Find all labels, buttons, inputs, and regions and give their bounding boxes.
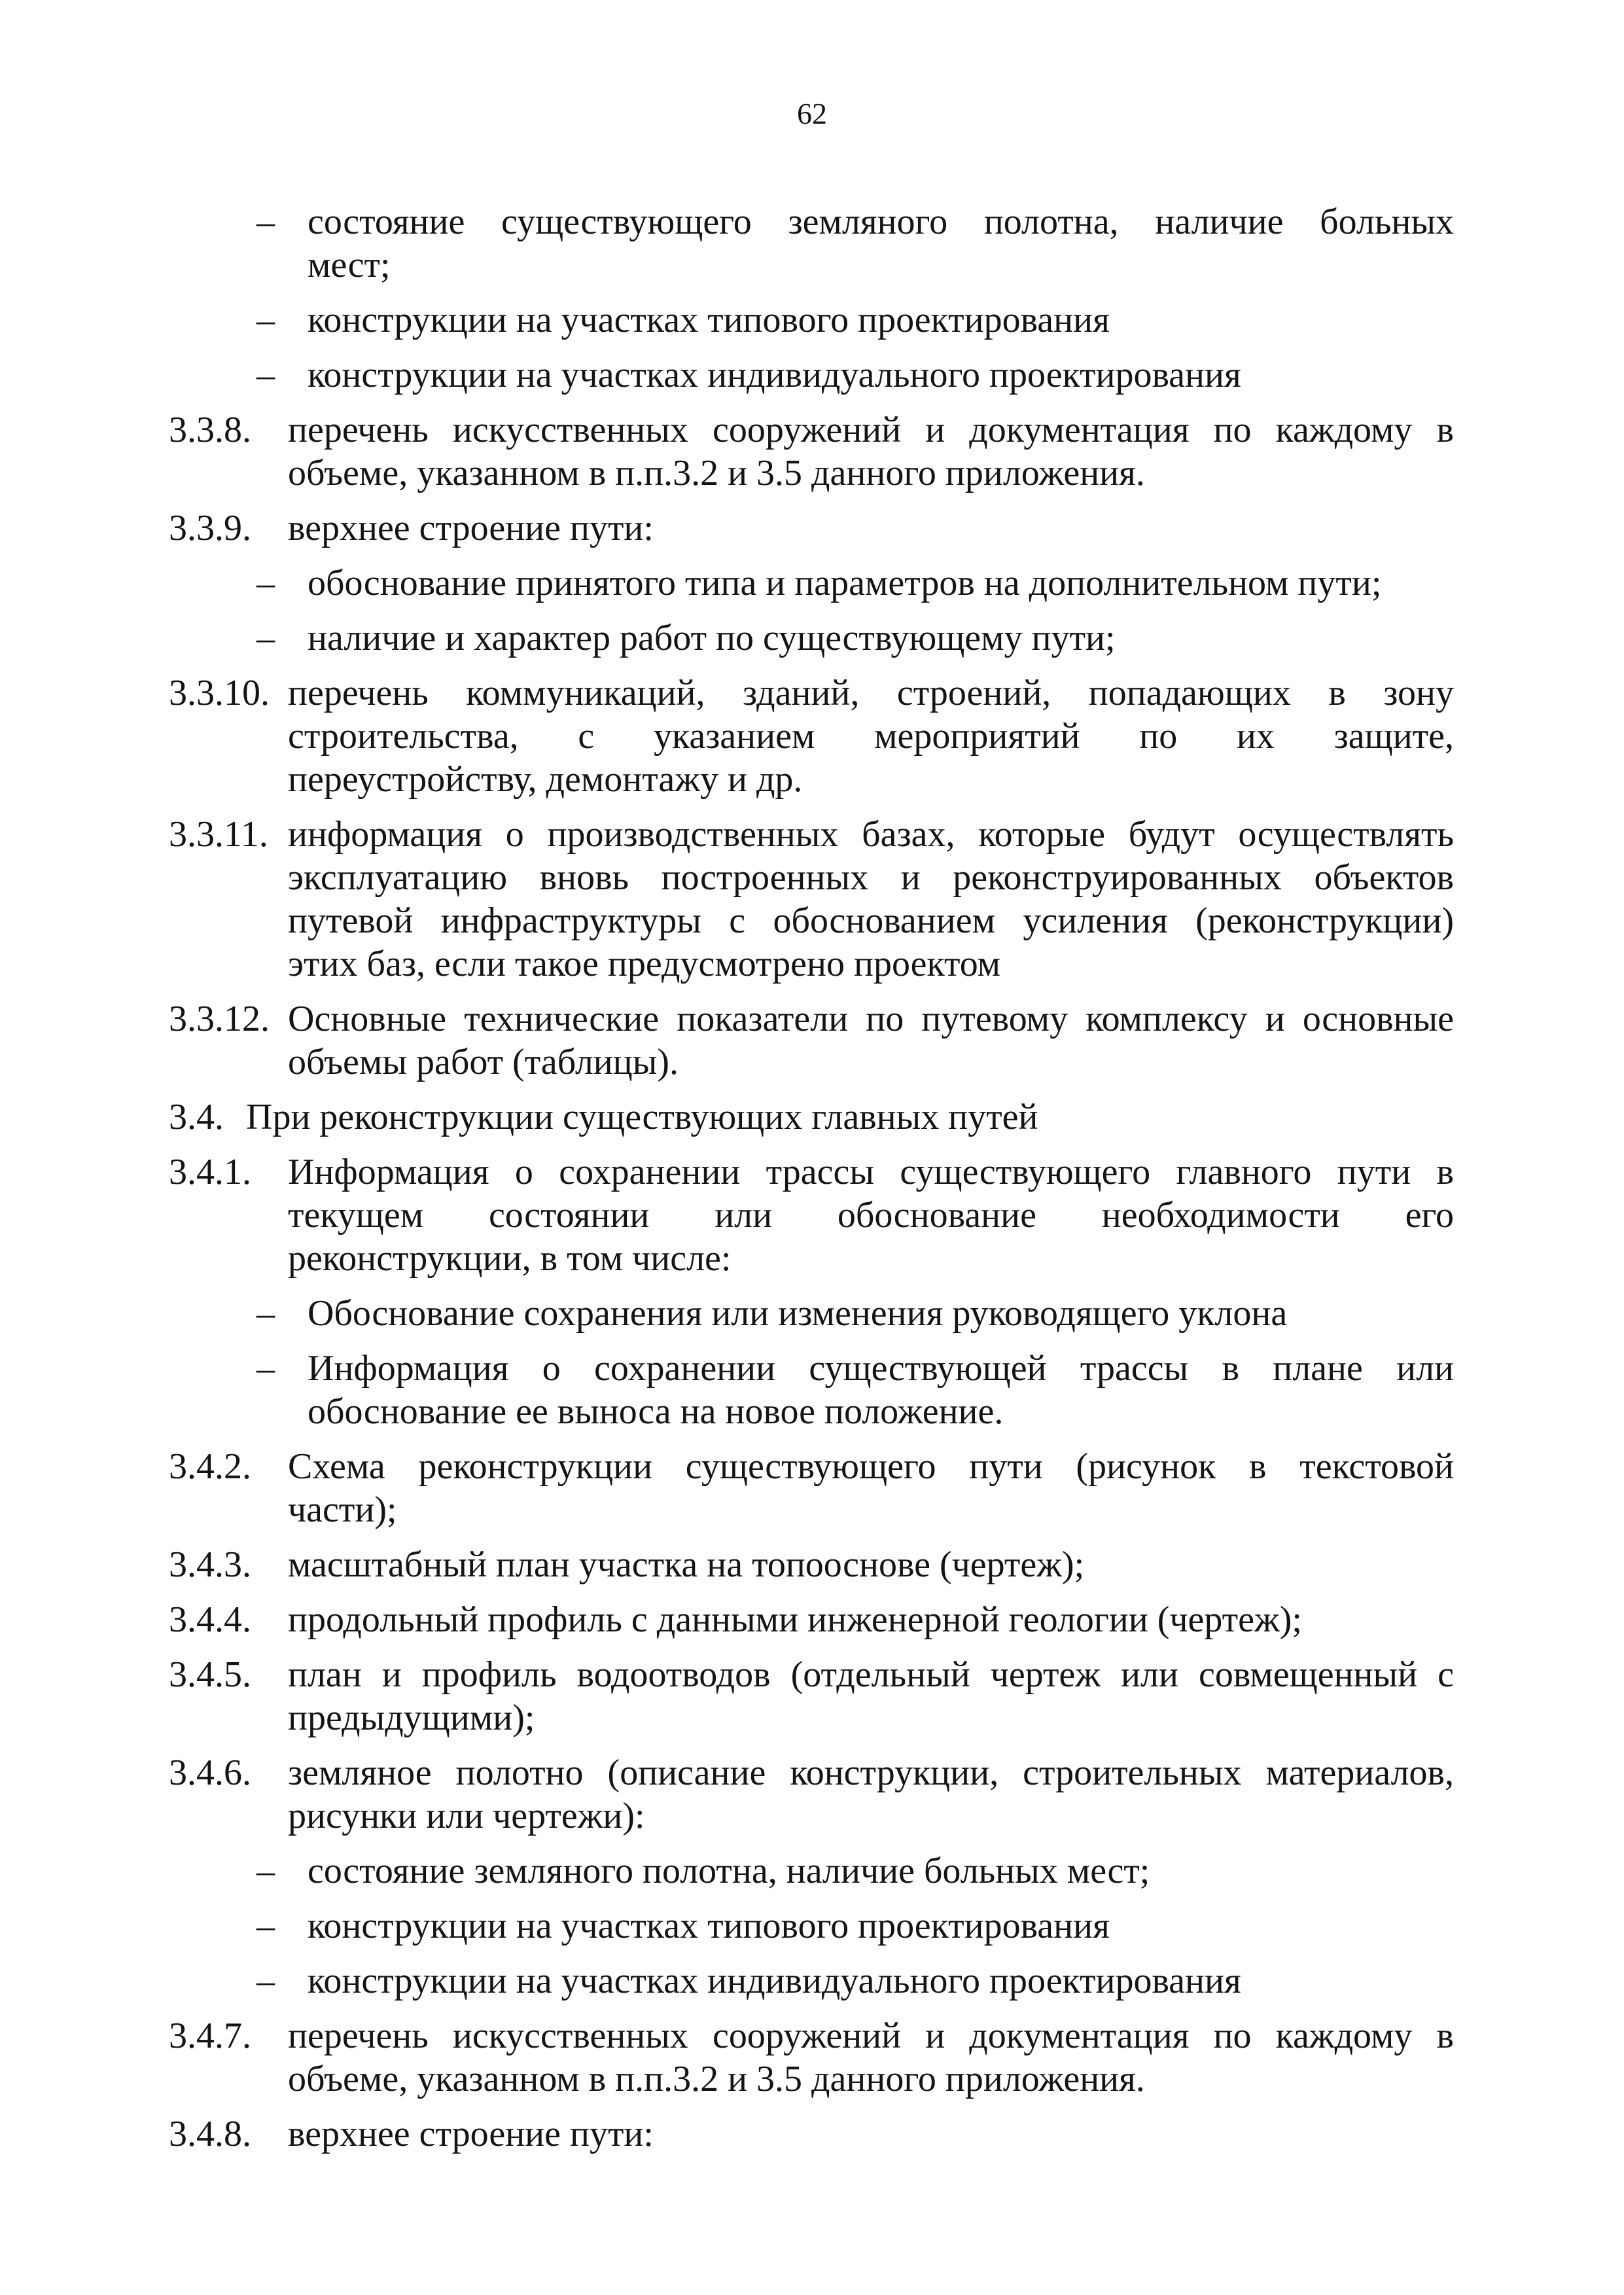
section-number: 3.4.5. — [169, 1654, 251, 1695]
section-text-line: Информация о сохранении трассы существующего главного пути в — [288, 1152, 1454, 1192]
bullet-dash: – — [256, 355, 275, 395]
bullet-dash: – — [256, 1348, 275, 1389]
section-text-line: объеме, указанном в п.п.3.2 и 3.5 данного приложения. — [288, 453, 1145, 493]
bullet-text-line: конструкции на участках типового проектирования — [308, 300, 1110, 340]
section-number: 3.4.7. — [169, 2016, 251, 2056]
section-text-line: объемы работ (таблицы). — [288, 1042, 679, 1082]
section-number: 3.3.12. — [169, 999, 270, 1039]
section-text-line: этих баз, если такое предусмотрено проектом — [288, 944, 1001, 984]
bullet-dash: – — [256, 1906, 275, 1946]
section-text-line: эксплуатацию вновь построенных и реконструированных объектов — [288, 857, 1454, 898]
bullet-text-line: Информация о сохранении существующей трассы в плане или — [308, 1348, 1454, 1389]
section-text-line: перечень искусственных сооружений и документация по каждому в — [288, 2016, 1454, 2056]
section-text-line: строительства, с указанием мероприятий по их защите, — [288, 716, 1454, 756]
section-text-line: верхнее строение пути: — [288, 508, 654, 548]
bullet-text-line: конструкции на участках индивидуального проектирования — [308, 1961, 1241, 2001]
section-text-line: объеме, указанном в п.п.3.2 и 3.5 данного приложения. — [288, 2059, 1145, 2099]
page-number: 62 — [797, 97, 827, 130]
bullet-text-line: наличие и характер работ по существующему пути; — [308, 618, 1116, 658]
section-text-line: масштабный план участка на топооснове (чертеж); — [288, 1544, 1085, 1585]
section-text-line: план и профиль водоотводов (отдельный чертеж или совмещенный с — [288, 1654, 1454, 1695]
section-number: 3.3.11. — [169, 814, 268, 855]
section-text-line: перечень коммуникаций, зданий, строений, попадающих в зону — [288, 673, 1454, 713]
bullet-text-line: состояние существующего земляного полотна, наличие больных — [308, 202, 1454, 242]
section-number: 3.4.6. — [169, 1752, 251, 1793]
section-text-line: перечень искусственных сооружений и документация по каждому в — [288, 410, 1454, 450]
section-text-line: Схема реконструкции существующего пути (рисунок в текстовой — [288, 1446, 1454, 1487]
section-text-line: текущем состоянии или обоснование необходимости его — [288, 1195, 1454, 1236]
bullet-text-line: обоснование принятого типа и параметров на дополнительном пути; — [308, 563, 1382, 603]
section-text-line: продольный профиль с данными инженерной геологии (чертеж); — [288, 1599, 1302, 1640]
section-text-line: переустройству, демонтажу и др. — [288, 759, 803, 800]
section-number: 3.3.10. — [169, 673, 270, 713]
bullet-dash: – — [256, 300, 275, 340]
bullet-dash: – — [256, 1851, 275, 1891]
section-text-line: земляное полотно (описание конструкции, строительных материалов, — [288, 1752, 1454, 1793]
section-number: 3.4. — [169, 1097, 224, 1137]
section-text-line: части); — [288, 1489, 397, 1530]
bullet-text-line: мест; — [308, 245, 391, 285]
bullet-text-line: состояние земляного полотна, наличие больных мест; — [308, 1851, 1150, 1891]
bullet-text-line: конструкции на участках типового проектирования — [308, 1906, 1110, 1946]
bullet-dash: – — [256, 563, 275, 603]
section-number: 3.4.8. — [169, 2114, 251, 2154]
section-number: 3.3.8. — [169, 410, 251, 450]
section-number: 3.4.2. — [169, 1446, 251, 1487]
section-text-line: Основные технические показатели по путевому комплексу и основные — [288, 999, 1454, 1039]
section-text-line: реконструкции, в том числе: — [288, 1238, 732, 1279]
section-text-line: верхнее строение пути: — [288, 2114, 654, 2154]
bullet-text-line: Обоснование сохранения или изменения руководящего уклона — [308, 1293, 1288, 1334]
section-text-line: предыдущими); — [288, 1698, 535, 1738]
section-number: 3.4.3. — [169, 1544, 251, 1585]
bullet-text-line: обоснование ее выноса на новое положение. — [308, 1391, 1004, 1432]
section-number: 3.4.1. — [169, 1152, 251, 1192]
section-text-line: информация о производственных базах, которые будут осуществлять — [288, 814, 1454, 855]
bullet-dash: – — [256, 202, 275, 242]
section-text-line: рисунки или чертежи): — [288, 1796, 645, 1836]
section-number: 3.3.9. — [169, 508, 251, 548]
section-heading: При реконструкции существующих главных путей — [246, 1097, 1038, 1137]
bullet-text-line: конструкции на участках индивидуального проектирования — [308, 355, 1241, 395]
bullet-dash: – — [256, 1293, 275, 1334]
bullet-dash: – — [256, 1961, 275, 2001]
section-number: 3.4.4. — [169, 1599, 251, 1640]
bullet-dash: – — [256, 618, 275, 658]
section-text-line: путевой инфраструктуры с обоснованием усиления (реконструкции) — [288, 900, 1454, 941]
